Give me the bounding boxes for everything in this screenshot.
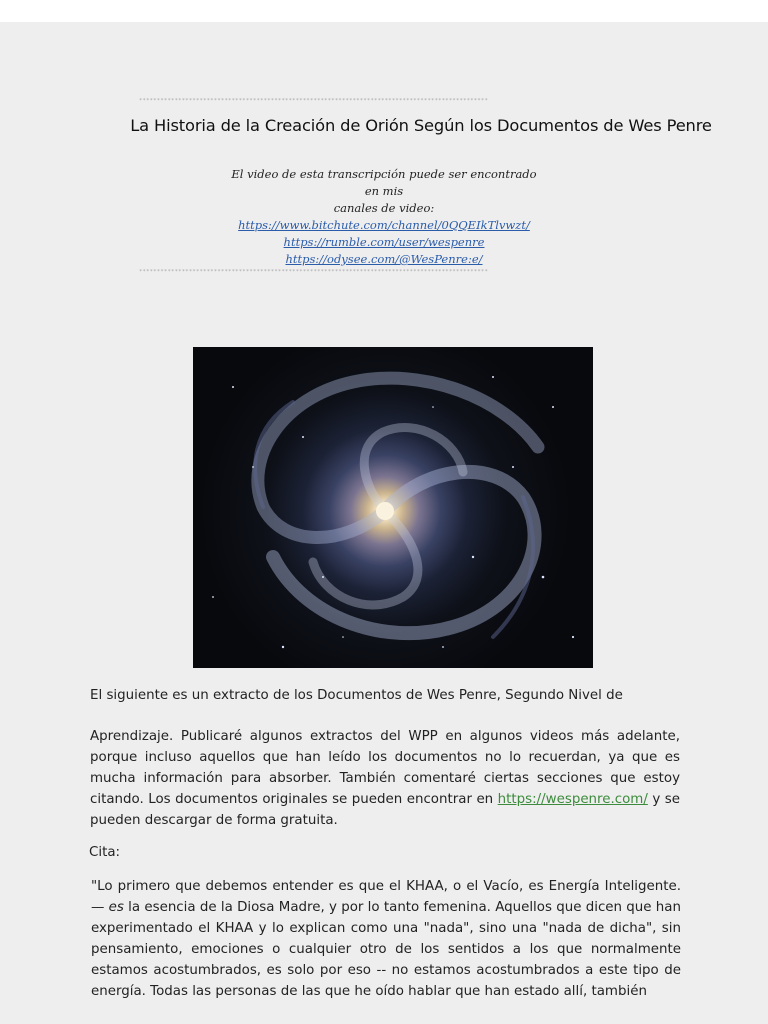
quote-label: Cita: bbox=[89, 845, 121, 860]
paragraph-2-text: Aprendizaje. Publicaré algunos extractos del WPP en algunos videos más adelante, porque incluso aquellos que han leído los documentos no lo recuerdan, ya que es mucha información para absorber. También comentaré ciertas secciones que estoy citando. Los documentos originales se pueden encontrar en bbox=[90, 729, 680, 807]
paragraph-2 bbox=[90, 726, 680, 831]
intro-line-2: canales de video: bbox=[333, 201, 435, 215]
quote-emphasis: es bbox=[108, 900, 124, 915]
quote-text-2: la esencia de la Diosa Madre, y por lo tanto femenina. Aquellos que dicen que han experimentado el KHAA y lo explican como una "nada", sino una "nada de dicha", sin pensamiento, emociones o cualquier otro de los sentidos a los que normalmente estamos acostumbrados, es solo por eso -- no estamos acostumbrados a este tipo de energía. Todas las personas de las que he oído hablar que han estado allí, también bbox=[91, 900, 681, 999]
bitchute-link[interactable]: https://www.bitchute.com/channel/0QQEIkTlvwzt/ bbox=[238, 218, 530, 232]
wespenre-link[interactable]: https://wespenre.com/ bbox=[497, 792, 648, 807]
document-title: La Historia de la Creación de Orión Según los Documentos de Wes Penre bbox=[130, 116, 712, 135]
quote-paragraph bbox=[91, 876, 681, 1002]
rumble-link[interactable]: https://rumble.com/user/wespenre bbox=[283, 235, 485, 249]
galaxy-arms bbox=[193, 347, 593, 668]
separator-top: ************************************************************************************************** bbox=[139, 98, 489, 104]
quote-text-1: "Lo primero que debemos entender es que el KHAA, o el Vacío, es Energía Inteligente. — bbox=[91, 879, 681, 915]
document-page bbox=[0, 22, 768, 1024]
galaxy-image bbox=[193, 347, 593, 668]
video-intro bbox=[224, 166, 544, 268]
intro-line-1: El video de esta transcripción puede ser encontrado en mis bbox=[231, 167, 537, 198]
odysee-link[interactable]: https://odysee.com/@WesPenre:e/ bbox=[285, 252, 483, 266]
paragraph-1: El siguiente es un extracto de los Documentos de Wes Penre, Segundo Nivel de bbox=[90, 688, 623, 703]
separator-bottom: ************************************************************************************************** bbox=[139, 269, 489, 275]
paragraph-2-tail: y se pueden descargar de forma gratuita. bbox=[90, 792, 680, 828]
